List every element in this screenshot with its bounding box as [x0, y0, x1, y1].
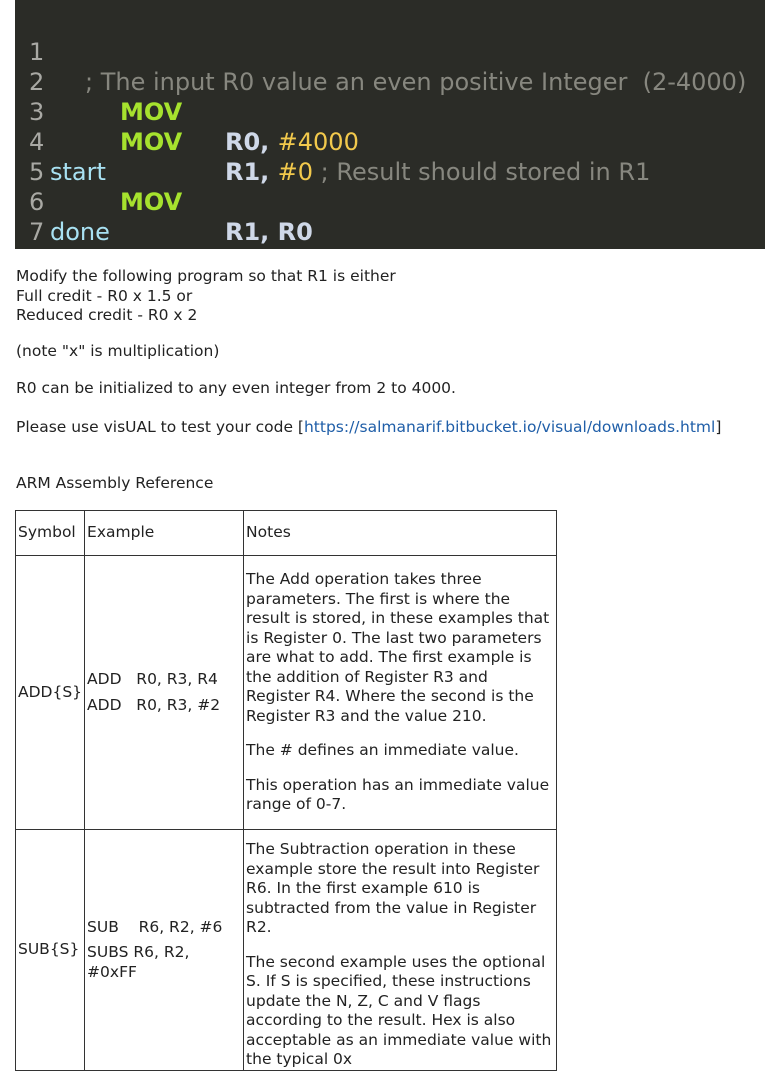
code-mnemonic: MOV — [120, 188, 183, 216]
note-paragraph: The Add operation takes three parameters. The first is where the result is stored, in these examples that is Register 0. The last two parameters are what to add. The first example is the addition of Register R3 and Register R4. Where the second is the Register R3 and the value 210. — [246, 570, 550, 725]
test-prefix: Please use visUAL to test your code [ — [16, 418, 304, 436]
example-cell — [85, 830, 244, 1071]
instructions-block — [16, 267, 396, 326]
line-number: 7 — [29, 218, 45, 246]
table-row — [16, 830, 557, 1071]
code-operands: R1, R0 — [225, 218, 313, 246]
line-number: 6 — [29, 188, 45, 216]
example-line: SUBS R6, R2, #0xFF — [87, 943, 190, 981]
example-cell — [85, 556, 244, 830]
intro-text: Modify the following program so that R1 is either — [16, 267, 396, 285]
code-mnemonic: MOV — [120, 98, 183, 126]
visual-download-link[interactable]: https://salmanarif.bitbucket.io/visual/downloads.html — [303, 418, 716, 436]
line-number: 5 — [29, 158, 45, 186]
code-line — [15, 187, 46, 246]
full-credit-text: Full credit - R0 x 1.5 or — [16, 286, 193, 305]
line-number: 4 — [29, 128, 45, 156]
code-comment: ; Result should stored in R1 — [313, 158, 651, 186]
note-paragraph: This operation has an immediate value range of 0-7. — [246, 775, 550, 814]
code-line — [15, 7, 747, 96]
header-example: Example — [85, 511, 244, 556]
test-suffix: ] — [715, 418, 722, 436]
reduced-credit-text: Reduced credit - R0 x 2 — [16, 306, 198, 324]
example-line: SUB R6, R2, #6 — [87, 917, 223, 936]
notes-cell — [244, 830, 557, 1071]
code-label: done — [50, 218, 110, 246]
reference-table — [15, 510, 557, 1071]
reference-title: ARM Assembly Reference — [16, 474, 214, 492]
code-immediate: #4000 — [277, 128, 359, 156]
code-line — [15, 37, 359, 156]
test-text — [16, 418, 721, 438]
note-paragraph: The second example uses the optional S. If S is specified, these instructions update the N, Z, C and V flags according to the result. Hex is also acceptable as an immediate value with the typical 0x — [246, 952, 552, 1068]
code-label: start — [50, 158, 106, 186]
code-mnemonic: MOV — [120, 128, 183, 156]
line-number: 1 — [29, 38, 45, 66]
note-text: (note "x" is multiplication) — [16, 342, 220, 360]
code-register: R0, — [225, 128, 278, 156]
header-symbol: Symbol — [16, 511, 85, 556]
code-line — [15, 97, 106, 186]
example-line: ADD R0, R3, R4 — [87, 670, 218, 688]
note-paragraph: The Subtraction operation in these example store the result into Register R6. In the first example 610 is subtracted from the value in Register R2. — [246, 840, 540, 936]
code-operands — [225, 127, 359, 157]
symbol-cell: ADD{S} — [16, 556, 85, 830]
notes-cell — [244, 556, 557, 830]
note-paragraph: The # defines an immediate value. — [246, 741, 519, 760]
code-immediate: #0 — [277, 158, 314, 186]
code-editor — [15, 0, 765, 249]
range-text: R0 can be initialized to any even integer from 2 to 4000. — [16, 379, 456, 397]
header-notes: Notes — [244, 511, 557, 556]
line-number: 3 — [29, 98, 45, 126]
line-number: 2 — [29, 68, 45, 96]
code-operands — [225, 157, 650, 187]
symbol-cell: SUB{S} — [16, 830, 85, 1071]
example-line: ADD R0, R3, #2 — [87, 695, 221, 714]
table-row — [16, 556, 557, 830]
code-register: R1, — [225, 158, 278, 186]
table-header-row — [16, 511, 557, 556]
code-comment: ; The input R0 value an even positive Integer (2-4000) — [85, 68, 747, 96]
